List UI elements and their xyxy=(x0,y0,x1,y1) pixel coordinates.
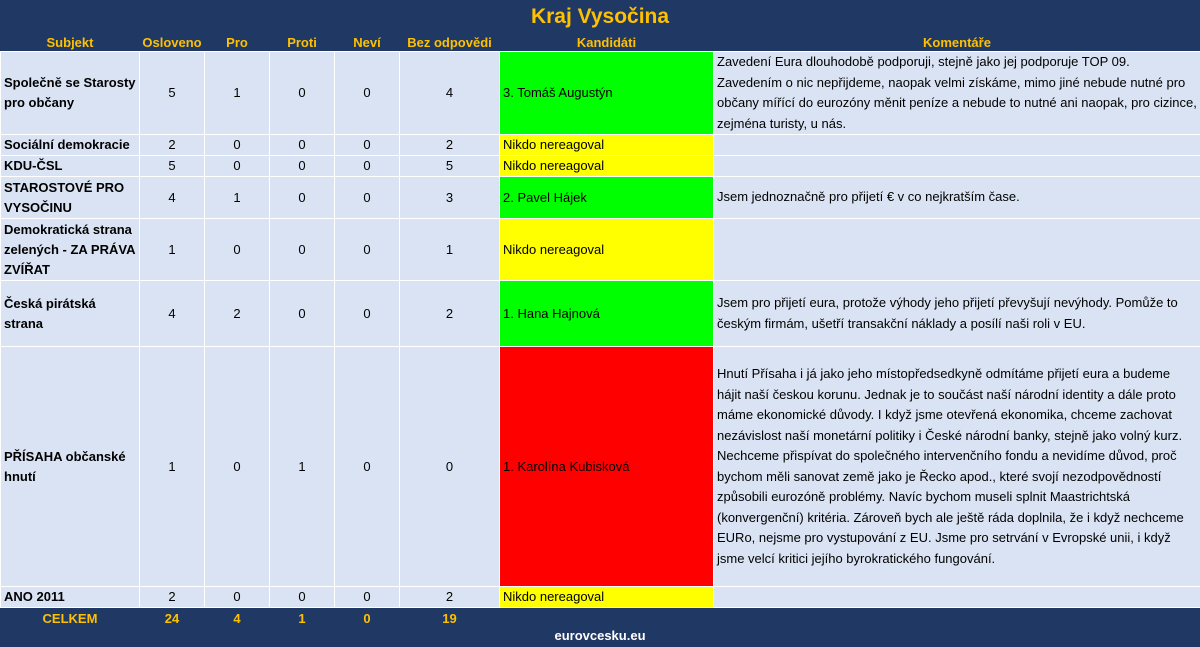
proti-cell: 1 xyxy=(270,347,335,587)
osloveno-cell: 5 xyxy=(140,156,205,177)
bez-odpovedi-cell: 2 xyxy=(400,587,500,608)
osloveno-cell: 5 xyxy=(140,52,205,135)
nevi-cell: 0 xyxy=(335,219,400,281)
total-row xyxy=(1,608,1200,631)
pro-cell: 0 xyxy=(205,135,270,156)
proti-cell: 0 xyxy=(270,219,335,281)
osloveno-cell: 4 xyxy=(140,177,205,219)
candidate-cell: Nikdo nereagoval xyxy=(500,219,714,281)
pro-cell: 2 xyxy=(205,281,270,347)
header-komentare: Komentáře xyxy=(714,34,1200,52)
table-row xyxy=(1,219,1200,281)
bez-odpovedi-cell: 2 xyxy=(400,135,500,156)
osloveno-cell: 1 xyxy=(140,219,205,281)
bez-odpovedi-cell: 2 xyxy=(400,281,500,347)
candidate-cell: 1. Hana Hajnová xyxy=(500,281,714,347)
candidate-cell: 3. Tomáš Augustýn xyxy=(500,52,714,135)
subject-cell: Sociální demokracie xyxy=(1,135,140,156)
comment-cell xyxy=(714,219,1200,281)
pro-cell: 1 xyxy=(205,177,270,219)
nevi-cell: 0 xyxy=(335,347,400,587)
bez-odpovedi-cell: 5 xyxy=(400,156,500,177)
total-bez-odpovedi: 19 xyxy=(400,608,500,631)
nevi-cell: 0 xyxy=(335,587,400,608)
subject-cell: Česká pirátská strana xyxy=(1,281,140,347)
nevi-cell: 0 xyxy=(335,281,400,347)
osloveno-cell: 2 xyxy=(140,587,205,608)
header-osloveno: Osloveno xyxy=(140,34,205,52)
table-row xyxy=(1,177,1200,219)
table-row xyxy=(1,52,1200,135)
total-proti: 1 xyxy=(270,608,335,631)
comment-cell: Zavedení Eura dlouhodobě podporuji, stejně jako jej podporuje TOP 09. Zavedením o nic nepřijdeme, naopak velmi získáme, mimo jiné nebude nutné pro občany mířící do eurozóny měnit peníze a nebude to nutné ani naopak, pro cizince, zejména turisty, u nás. xyxy=(714,52,1200,135)
total-label: CELKEM xyxy=(1,608,140,631)
proti-cell: 0 xyxy=(270,177,335,219)
bez-odpovedi-cell: 4 xyxy=(400,52,500,135)
subject-cell: STAROSTOVÉ PRO VYSOČINU xyxy=(1,177,140,219)
total-osloveno: 24 xyxy=(140,608,205,631)
page-title: Kraj Vysočina xyxy=(530,5,670,28)
proti-cell: 0 xyxy=(270,587,335,608)
candidate-cell: Nikdo nereagoval xyxy=(500,587,714,608)
comment-cell xyxy=(714,135,1200,156)
nevi-cell: 0 xyxy=(335,135,400,156)
candidate-cell: 1. Karolína Kubisková xyxy=(500,347,714,587)
comment-cell: Hnutí Přísaha i já jako jeho místopředsedkyně odmítáme přijetí eura a budeme hájit naší českou korunu. Jednak je to součást naší národní identity a dále proto máme ekonomické důvody. I když jsme otevřená ekonomika, chceme zachovat nezávislost naší monetární politiky i České národní banky, stejně jako volný kurz. Nechceme přispívat do společného intervenčního fondu a nevidíme důvod, proč bychom měli sanovat země jako je Řecko apod., které svojí nezodpovědností způsobili eurozóně problémy. Navíc bychom museli splnit Maastrichtská (konvergenční) kritéria. Zároveň bych ale ještě ráda doplnila, že i když nechceme EURo, nejsme pro vystupování z EU. Jsme pro setrvání v Evropské unii, i když jsme velcí kritici jejího byrokratického fungování. xyxy=(714,347,1200,587)
table-row xyxy=(1,156,1200,177)
comment-cell xyxy=(714,587,1200,608)
comment-cell: Jsem pro přijetí eura, protože výhody jeho přijetí převyšují nevýhody. Pomůže to českým firmám, ušetří transakční náklady a posílí naši roli v EU. xyxy=(714,281,1200,347)
proti-cell: 0 xyxy=(270,135,335,156)
nevi-cell: 0 xyxy=(335,156,400,177)
header-nevi: Neví xyxy=(335,34,400,52)
pro-cell: 1 xyxy=(205,52,270,135)
candidate-cell: 2. Pavel Hájek xyxy=(500,177,714,219)
header-pro: Pro xyxy=(205,34,270,52)
survey-table xyxy=(0,34,1200,630)
pro-cell: 0 xyxy=(205,587,270,608)
subject-cell: Společně se Starosty pro občany xyxy=(1,52,140,135)
total-nevi: 0 xyxy=(335,608,400,631)
table-row xyxy=(1,135,1200,156)
pro-cell: 0 xyxy=(205,156,270,177)
proti-cell: 0 xyxy=(270,156,335,177)
title-bar xyxy=(0,0,1200,34)
candidate-cell: Nikdo nereagoval xyxy=(500,135,714,156)
osloveno-cell: 2 xyxy=(140,135,205,156)
table-row xyxy=(1,587,1200,608)
total-empty-comment xyxy=(714,608,1200,631)
candidate-cell: Nikdo nereagoval xyxy=(500,156,714,177)
subject-cell: PŘÍSAHA občanské hnutí xyxy=(1,347,140,587)
header-bez-odpovedi: Bez odpovědi xyxy=(400,34,500,52)
subject-cell: KDU-ČSL xyxy=(1,156,140,177)
pro-cell: 0 xyxy=(205,219,270,281)
comment-cell: Jsem jednoznačně pro přijetí € v co nejkratším čase. xyxy=(714,177,1200,219)
total-empty-candidate xyxy=(500,608,714,631)
subject-cell: Demokratická strana zelených - ZA PRÁVA ZVÍŘAT xyxy=(1,219,140,281)
header-kandidati: Kandidáti xyxy=(500,34,714,52)
table-row xyxy=(1,281,1200,347)
nevi-cell: 0 xyxy=(335,177,400,219)
subject-cell: ANO 2011 xyxy=(1,587,140,608)
header-row xyxy=(1,34,1200,52)
nevi-cell: 0 xyxy=(335,52,400,135)
bez-odpovedi-cell: 1 xyxy=(400,219,500,281)
proti-cell: 0 xyxy=(270,281,335,347)
osloveno-cell: 4 xyxy=(140,281,205,347)
osloveno-cell: 1 xyxy=(140,347,205,587)
proti-cell: 0 xyxy=(270,52,335,135)
footer-site: eurovcesku.eu xyxy=(554,628,646,643)
header-proti: Proti xyxy=(270,34,335,52)
comment-cell xyxy=(714,156,1200,177)
pro-cell: 0 xyxy=(205,347,270,587)
table-row xyxy=(1,347,1200,587)
bez-odpovedi-cell: 3 xyxy=(400,177,500,219)
header-subjekt: Subjekt xyxy=(1,34,140,52)
bez-odpovedi-cell: 0 xyxy=(400,347,500,587)
total-pro: 4 xyxy=(205,608,270,631)
